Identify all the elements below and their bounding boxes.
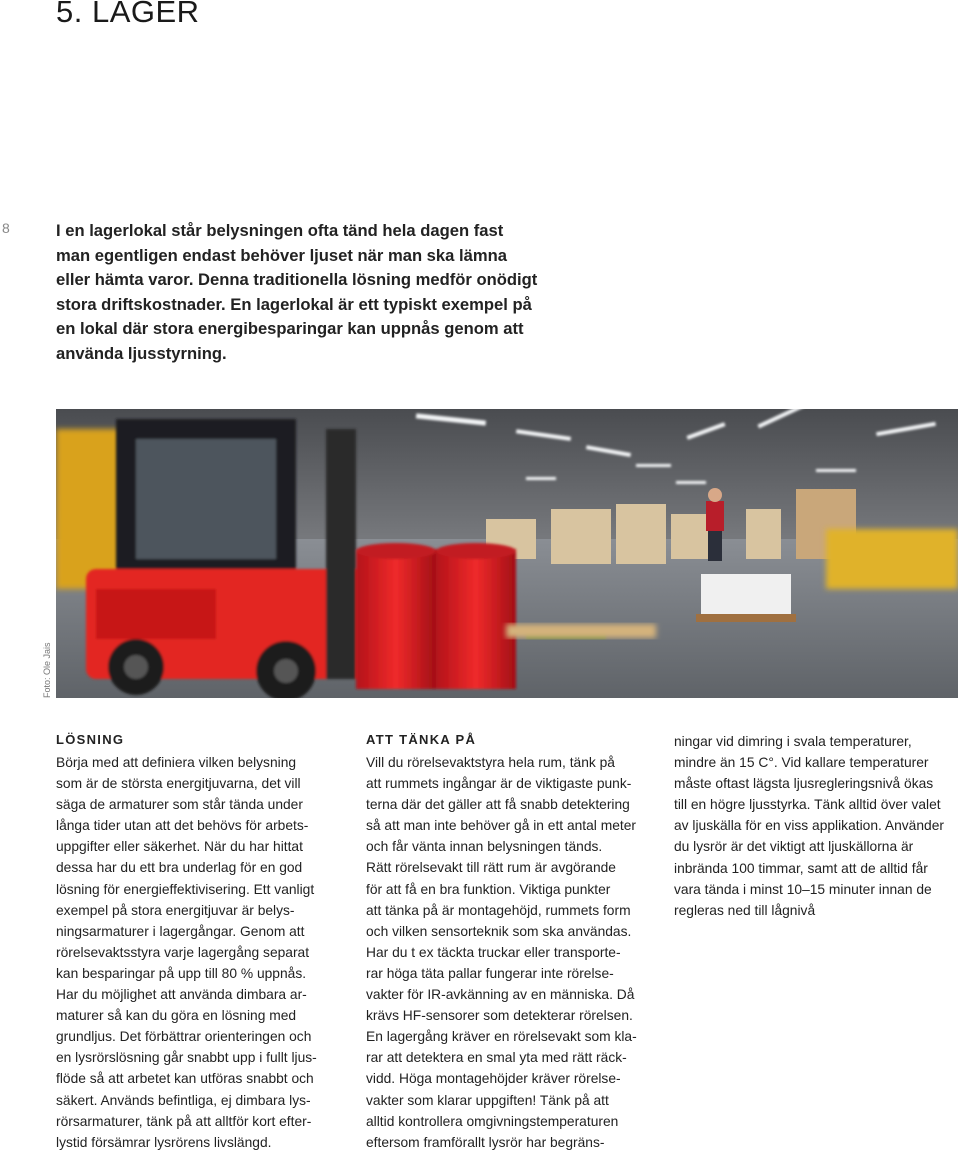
intro-line: stora driftskostnader. En lagerlokal är ett typiskt exempel på (56, 294, 532, 314)
text-line: måste oftast lägsta ljusregleringsnivå ökas (674, 776, 934, 792)
text-line: exempel på stora energitjuvar är belys- (56, 902, 295, 918)
text-line: Börja med att definiera vilken belysning (56, 755, 297, 770)
text-line: att rummets ingångar är de viktigaste punk- (366, 776, 632, 792)
text-line: grundljus. Det förbättrar orienteringen och (56, 1029, 312, 1045)
text-line: rar att detektera en smal yta med rätt räck- (366, 1050, 627, 1066)
section-heading: ATT TÄNKA PÅ (366, 732, 477, 747)
text-line: vakter för IR-avkänning av en människa. Då (366, 987, 635, 1003)
text-line: långa tider utan att det behövs för arbets- (56, 818, 309, 834)
text-line: mindre än 15 C°. Vid kallare temperaturer (674, 755, 929, 771)
text-line: dessa har du ett bra underlag för en god (56, 860, 303, 876)
text-line: flöde så att arbetet kan utföras snabbt och (56, 1071, 314, 1087)
text-line: till en högre ljusstyrka. Tänk alltid över valet (674, 797, 941, 813)
text-line: säkert. Används befintliga, ej dimbara lys- (56, 1092, 311, 1108)
text-line: Har du möjlighet att använda dimbara ar- (56, 987, 307, 1003)
text-line: vidd. Höga montagehöjder kräver rörelse- (366, 1071, 621, 1087)
text-line: alltid kontrollera omgivningstemperaturen (366, 1113, 619, 1129)
column-losning (56, 731, 341, 1153)
text-line: och får vänta innan belysningen tänds. (366, 839, 603, 855)
text-line: Vill du rörelsevaktstyra hela rum, tänk på (366, 755, 615, 770)
text-line: rörsarmaturer, tänk på att alltför kort efter- (56, 1113, 312, 1129)
page-title: 5. LAGER (56, 0, 200, 29)
text-line: för att få en bra funktion. Viktiga punkter (366, 881, 611, 897)
text-line: ningar vid dimring i svala temperaturer, (674, 734, 912, 749)
text-line: uppgifter eller säkerhet. När du har hittat (56, 839, 303, 855)
text-line: som är de största energitjuvarna, det vill (56, 776, 301, 792)
text-line: maturer så kan du göra en lösning med (56, 1008, 297, 1024)
text-line: ningsarmaturer i lagergångar. Genom att (56, 923, 305, 939)
text-line: av ljuskälla för en viss applikation. Använder (674, 818, 944, 834)
column-att-tanka-pa (366, 731, 651, 1153)
text-line: och vilken sensorteknik som ska användas. (366, 923, 632, 939)
intro-line: man egentligen endast behöver ljuset när man ska lämna (56, 245, 507, 265)
text-line: rar höga täta pallar fungerar inte rörelse- (366, 965, 614, 981)
text-line: lystid försämrar lysrörens livslängd. (56, 1134, 272, 1150)
text-line: eftersom framförallt lysrör har begräns- (366, 1134, 605, 1150)
text-line: säga de armaturer som står tända under (56, 797, 303, 813)
text-line: En lagergång kräver en rörelsevakt som kla- (366, 1029, 637, 1045)
intro-line: använda ljusstyrning. (56, 343, 227, 363)
text-line: regleras ned till lågnivå (674, 902, 816, 918)
text-line: rörelsevaktsstyra varje lagergång separat (56, 944, 310, 960)
text-line: krävs HF-sensorer som detekterar rörelsen. (366, 1008, 633, 1024)
text-line: Har du t ex täckta truckar eller transporte- (366, 944, 621, 960)
text-line: Rätt rörelsevakt till rätt rum är avgörande (366, 860, 616, 876)
intro-paragraph (56, 219, 546, 367)
text-line: inbrända 100 timmar, samt att de alltid får (674, 860, 928, 876)
photo-credit: Foto: Ole Jais (42, 642, 52, 698)
text-line: så att man inte behöver gå in ett antal meter (366, 818, 636, 834)
text-line: kan besparingar på upp till 80 % uppnås. (56, 965, 307, 981)
intro-line: I en lagerlokal står belysningen ofta tänd hela dagen fast (56, 221, 504, 240)
warehouse-forklift-photo (56, 409, 958, 698)
intro-line: eller hämta varor. Denna traditionella lösning medför onödigt (56, 270, 538, 290)
section-heading: LÖSNING (56, 732, 125, 747)
column-continued (674, 731, 959, 921)
page-number: 8 (2, 220, 10, 236)
text-line: lösning för energieffektivisering. Ett vanligt (56, 881, 315, 897)
text-line: vara tända i minst 10–15 minuter innan de (674, 881, 932, 897)
text-line: en lysrörslösning går snabbt upp i fullt ljus- (56, 1050, 317, 1066)
intro-line: en lokal där stora energibesparingar kan uppnås genom att (56, 319, 524, 339)
text-line: vakter som klarar uppgiften! Tänk på att (366, 1092, 609, 1108)
text-line: att tänka på är montagehöjd, rummets form (366, 902, 631, 918)
text-line: du lysrör är det viktigt att ljuskällorna är (674, 839, 914, 855)
text-line: terna där det gäller att få snabb detektering (366, 797, 630, 813)
